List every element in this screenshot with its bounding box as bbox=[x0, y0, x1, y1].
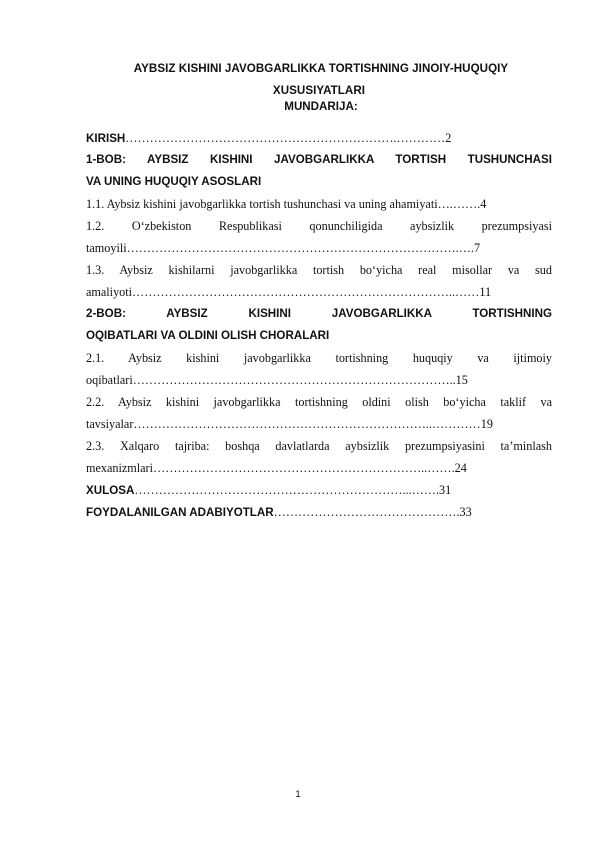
toc-entry-2-1-cont[interactable]: oqibatlari……………………………………………………………………..15 bbox=[86, 373, 468, 387]
toc-entry-chapter-2-cont[interactable]: OQIBATLARI VA OLDINI OLISH CHORALARI bbox=[86, 329, 330, 342]
page-number: 1 bbox=[295, 789, 301, 800]
table-of-contents bbox=[86, 127, 552, 523]
toc-entry-references[interactable]: FOYDALANILGAN ADABIYOTLAR……………………………………….33 bbox=[86, 505, 472, 519]
toc-entry-2-2-cont[interactable]: tavsiyalar………………………………………………………………..…………19 bbox=[86, 417, 493, 431]
toc-entry-2-2[interactable]: 2.2. Aybsiz kishini javobgarlikka tortishning oldini olish bo‘yicha taklif va bbox=[86, 395, 552, 409]
toc-entry-1-2[interactable]: 1.2. O‘zbekiston Respublikasi qonunchiligida aybsizlik prezumpsiyasi bbox=[86, 219, 552, 233]
toc-entry-1-2-cont[interactable]: tamoyili……………………………………………………………………….….7 bbox=[86, 241, 481, 255]
toc-entry-1-1[interactable]: 1.1. Aybsiz kishini javobgarlikka tortish tushunchasi va uning ahamiyati….…….4 bbox=[86, 197, 487, 211]
toc-entry-2-3[interactable]: 2.3. Xalqaro tajriba: boshqa davlatlarda aybsizlik prezumpsiyasini ta’minlash bbox=[86, 439, 552, 453]
toc-entry-1-3[interactable]: 1.3. Aybsiz kishilarni javobgarlikka tortish bo‘yicha real misollar va sud bbox=[86, 263, 552, 277]
toc-entry-chapter-2[interactable]: 2-BOB: AYBSIZ KISHINI JAVOBGARLIKKA TORTISHNING bbox=[86, 307, 552, 320]
toc-entry-chapter-1-cont[interactable]: VA UNING HUQUQIY ASOSLARI bbox=[86, 175, 262, 188]
contents-heading: MUNDARIJA: bbox=[284, 100, 358, 113]
toc-entry-2-1[interactable]: 2.1. Aybsiz kishini javobgarlikka tortishning huquqiy va ijtimoiy bbox=[86, 351, 552, 365]
toc-entry-1-3-cont[interactable]: amaliyoti……………………………………………………………………..……11 bbox=[86, 285, 492, 299]
toc-entry-xulosa[interactable]: XULOSA…………………………………………………………...…….31 bbox=[86, 483, 452, 497]
toc-entry-kirish[interactable]: KIRISH………………………………………………………….…………2 bbox=[86, 131, 452, 145]
toc-entry-chapter-1[interactable]: 1-BOB: AYBSIZ KISHINI JAVOBGARLIKKA TORTISH TUSHUNCHASI bbox=[86, 153, 552, 166]
title-line-2: XUSUSIYATLARI bbox=[272, 84, 366, 97]
toc-entry-2-3-cont[interactable]: mexanizmlari…………………………………………………………..…….24 bbox=[86, 461, 467, 475]
document-title bbox=[86, 58, 552, 102]
title-line-1: AYBSIZ KISHINI JAVOBGARLIKKA TORTISHNING JINOIY-HUQUQIY bbox=[133, 62, 509, 75]
